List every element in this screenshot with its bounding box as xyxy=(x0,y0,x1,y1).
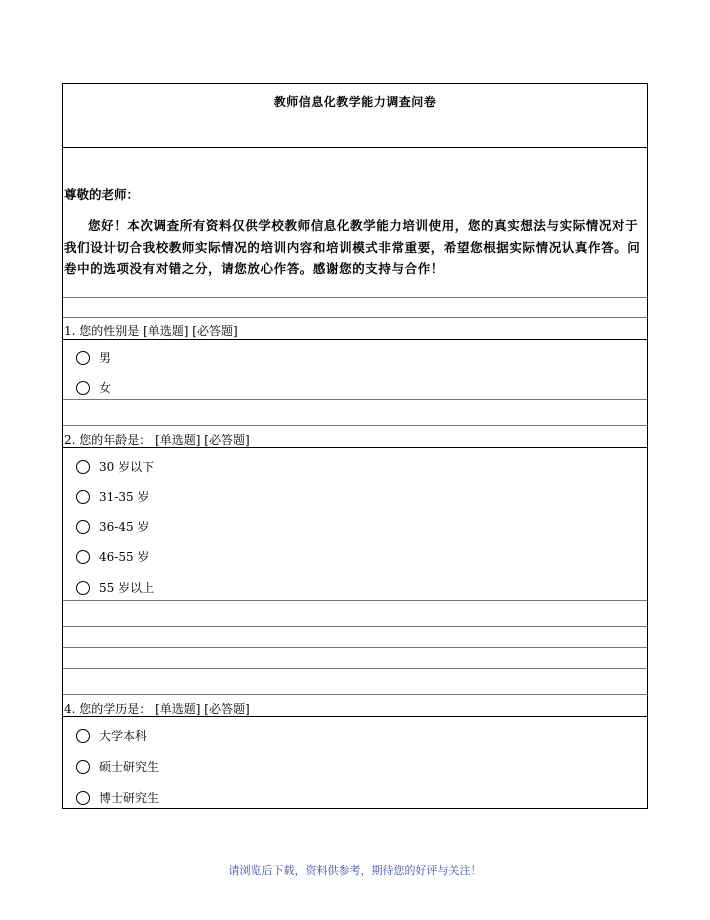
radio-button[interactable] xyxy=(76,581,90,595)
survey-title: 教师信息化教学能力调查问卷 xyxy=(273,95,437,109)
option-label: 大学本科 xyxy=(99,729,148,743)
divider xyxy=(63,647,647,648)
option-label: 博士研究生 xyxy=(99,791,160,805)
divider xyxy=(63,447,647,448)
question-2-option[interactable] xyxy=(76,548,149,565)
divider xyxy=(63,147,647,148)
question-1-option[interactable] xyxy=(76,379,111,396)
radio-button[interactable] xyxy=(76,791,90,805)
question-4-option[interactable] xyxy=(76,789,159,806)
option-label: 55 岁以上 xyxy=(99,581,155,595)
radio-button[interactable] xyxy=(76,490,90,504)
question-2-title: 2. 您的年龄是： [单选题] [必答题] xyxy=(64,433,250,447)
divider xyxy=(63,399,647,400)
radio-button[interactable] xyxy=(76,381,90,395)
option-label: 男 xyxy=(99,351,112,365)
radio-button[interactable] xyxy=(76,351,90,365)
option-label: 46-55 岁 xyxy=(99,550,150,564)
question-4-option[interactable] xyxy=(76,727,147,744)
question-4-option[interactable] xyxy=(76,758,159,775)
option-label: 31-35 岁 xyxy=(99,490,150,504)
divider xyxy=(63,600,647,601)
radio-button[interactable] xyxy=(76,760,90,774)
divider xyxy=(63,425,647,426)
option-label: 30 岁以下 xyxy=(99,460,155,474)
radio-button[interactable] xyxy=(76,460,90,474)
survey-sheet xyxy=(62,83,648,809)
divider xyxy=(63,694,647,695)
intro-paragraph: 您好！本次调查所有资料仅供学校教师信息化教学能力培训使用，您的真实想法与实际情况对于我们设计切合我校教师实际情况的培训内容和培训模式非常重要，希望您根据实际情况认真作答。问卷中的选项没有对错之分，请您放心作答。感谢您的支持与合作！ xyxy=(64,218,641,276)
question-1-title: 1. 您的性别是 [单选题] [必答题] xyxy=(64,324,238,338)
footer-note: 请浏览后下载，资料供参考，期待您的好评与关注！ xyxy=(228,864,482,877)
radio-button[interactable] xyxy=(76,729,90,743)
greeting: 尊敬的老师： xyxy=(64,187,140,202)
question-2-option[interactable] xyxy=(76,579,154,596)
question-2-option[interactable] xyxy=(76,488,149,505)
question-1-option[interactable] xyxy=(76,349,111,366)
divider xyxy=(63,716,647,717)
question-4-title: 4. 您的学历是： [单选题] [必答题] xyxy=(64,702,250,716)
divider xyxy=(63,339,647,340)
radio-button[interactable] xyxy=(76,550,90,564)
divider xyxy=(63,626,647,627)
question-2-option[interactable] xyxy=(76,518,149,535)
radio-button[interactable] xyxy=(76,520,90,534)
divider xyxy=(63,317,647,318)
option-label: 硕士研究生 xyxy=(99,760,160,774)
question-2-option[interactable] xyxy=(76,458,154,475)
option-label: 女 xyxy=(99,381,112,395)
option-label: 36-45 岁 xyxy=(99,520,150,534)
divider xyxy=(63,297,647,298)
divider xyxy=(63,668,647,669)
